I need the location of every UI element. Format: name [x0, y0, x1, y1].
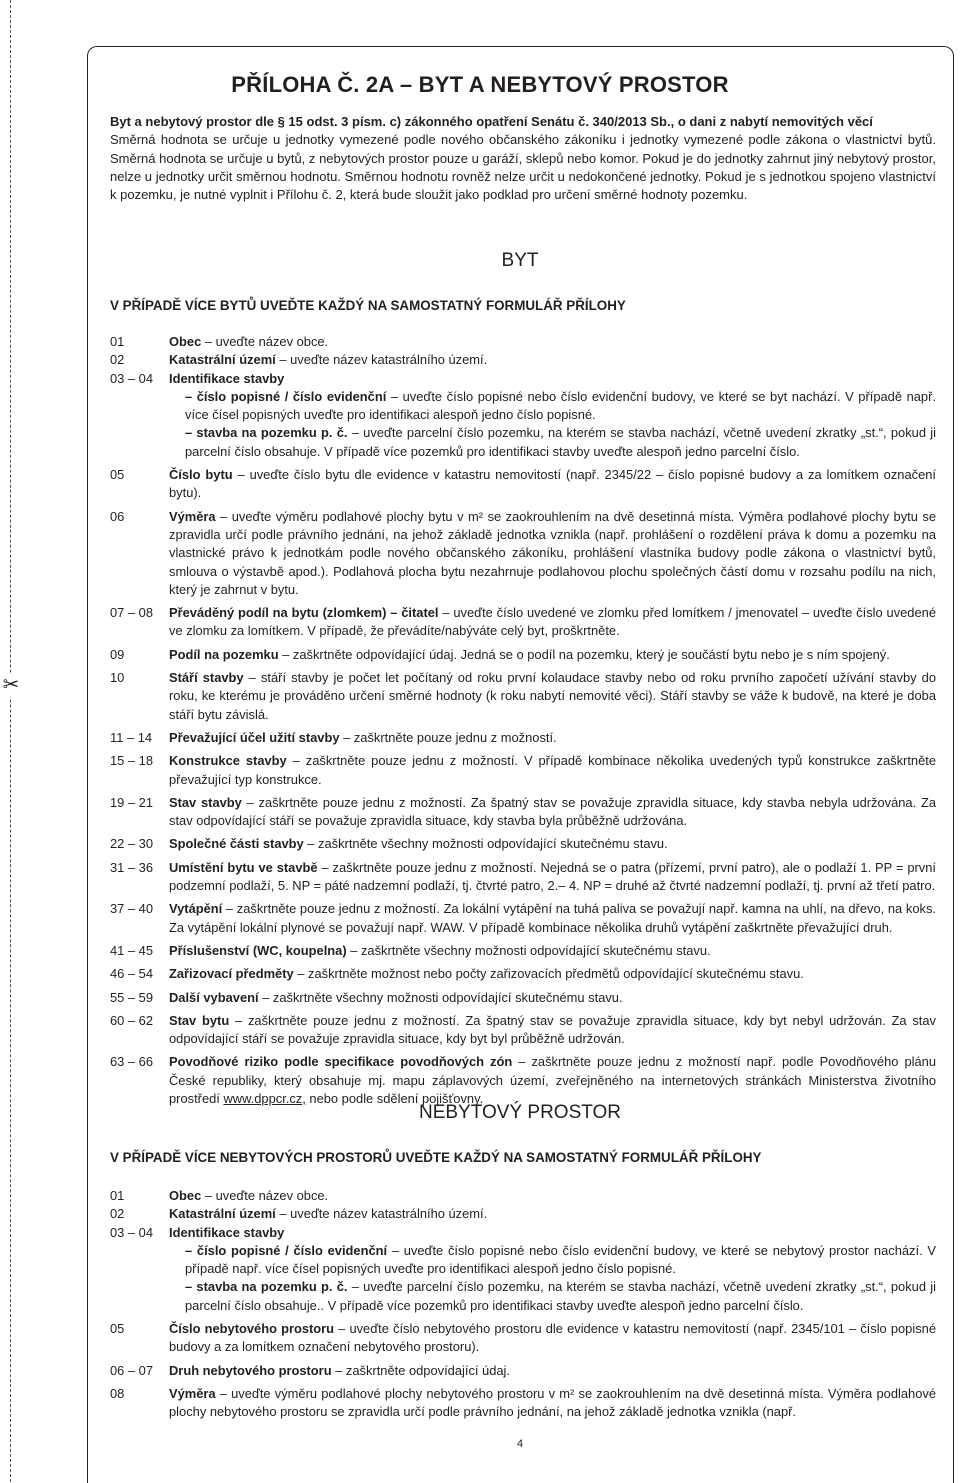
item-list-nebyt [110, 1187, 936, 1422]
item-text [169, 1320, 936, 1357]
cut-line [10, 0, 11, 1482]
item-description: – zaškrtněte pouze jednu z možností. Za špatný stav se považuje zpravidla situace, kdy stavba nebyla udržována. Za stav odpovídající stáří se považuje zpravidla situace, kdy stavba byla průběžně udržována. [169, 794, 936, 829]
item-description: – zaškrtněte pouze jednu z možností. Za špatný stav se považuje zpravidla situace, kdy byt nebyl udržován. Za stav odpovídající stáří se považuje zpravidla situace, kdy byt byl průběžně udržován. [169, 1012, 936, 1047]
item-term: Vytápění [169, 901, 223, 917]
list-item [110, 989, 936, 1007]
item-description: – uveďte název katastrálního území. [275, 1206, 488, 1222]
intro-paragraph [110, 113, 936, 204]
list-item [110, 900, 936, 937]
item-term: Číslo nebytového prostoru [169, 1321, 335, 1337]
item-term: Umístění bytu ve stavbě [169, 859, 318, 875]
list-item [110, 508, 936, 599]
item-number: 01 [110, 1188, 125, 1203]
item-term: – stavba na pozemku p. č. [185, 425, 348, 441]
item-text [169, 646, 936, 664]
item-text [169, 351, 936, 369]
item-text [169, 604, 936, 641]
item-text [169, 466, 936, 503]
list-item [110, 1242, 936, 1279]
item-text [169, 942, 936, 960]
item-number: 63 – 66 [110, 1054, 154, 1070]
item-number [110, 388, 169, 425]
item-text [169, 508, 936, 599]
item-number: 07 – 08 [110, 605, 154, 621]
item-description: – uveďte číslo popisné nebo číslo evidenční budovy, ve které se nebytový prostor nachází. V případě např. více čísel popisných uveďte pro identifikaci alespoň jedno číslo popisné. [185, 1242, 936, 1277]
item-text [169, 370, 936, 388]
list-item [110, 1224, 936, 1242]
list-item [110, 1053, 936, 1108]
item-number: 46 – 54 [110, 966, 154, 982]
list-item [110, 1278, 936, 1315]
item-number: 10 [110, 670, 125, 686]
list-item [110, 859, 936, 896]
item-description: – uveďte výměru podlahové plochy nebytového prostoru v m² se zaokrouhlením na dvě desetinná místa. Výměra podlahové plochy nebytového prostoru se zpravidla určí podle právního jednání, na jehož základě jednotka vznikla (např. [169, 1385, 936, 1420]
list-item [110, 1320, 936, 1357]
item-description: – uveďte parcelní číslo pozemku, na kterém se stavba nachází, včetně uvedení zkratky „st.“, pokud ji parcelní číslo obsahuje. V případě více pozemků pro identifikaci stavby uveďte alespoň jedno parcelní číslo. [185, 425, 936, 459]
item-number: 11 – 14 [110, 729, 153, 745]
item-text [169, 729, 936, 747]
item-text [169, 1362, 936, 1380]
item-number: 02 [110, 352, 125, 368]
list-item [110, 1205, 936, 1223]
scissors-icon: ✂ [0, 673, 22, 697]
item-term: – stavba na pozemku p. č. [185, 1279, 348, 1295]
item-number: 41 – 45 [110, 942, 154, 958]
item-number: 55 – 59 [110, 989, 154, 1005]
list-item [110, 646, 936, 664]
item-number: 03 – 04 [110, 370, 154, 386]
item-description: – zaškrtněte odpovídající údaj. Jedná se o podíl na pozemku, který je součástí bytu nebo je s ním spojený. [278, 646, 890, 662]
item-description: – zaškrtněte odpovídající údaj. [331, 1362, 511, 1378]
item-text [169, 1242, 936, 1279]
item-description: – uveďte název obce. [201, 1188, 329, 1203]
item-description: – uveďte číslo popisné nebo číslo evidenční budovy, ve které se byt nachází. V případě např. více čísel popisných uveďte pro identifikaci alespoň jedno číslo popisné. [185, 388, 936, 423]
list-item [110, 752, 936, 789]
item-description: – zaškrtněte pouze jednu z možností. Za lokální vytápění na tuhá paliva se považují např. kamna na uhlí, na dřevo, na koks. Za vytápění lokální plynové se považují např. WAW. V případě kombinace několika druhů vytápění zaškrtněte převažující druh. [169, 901, 936, 935]
intro-body: Směrná hodnota se určuje u jednotky vymezené podle nového občanského zákoníku i jednotky vymezené podle zákona o vlastnictví bytů. Směrná hodnota se určuje u bytů, z nebytových prostor pouze u garáží, sklepů nebo komor. Pokud je do jednotky zahrnut jiný nebytový prostor, nelze u jednotky určit směrnou hodnotu. Směrnou hodnotu rovněž nelze určit u nedokončené jednotky. Pokud je s jednotkou spojeno vlastnictví k pozemku, je nutné vyplnit i Přílohu č. 2, která bude sloužit jako podklad pro určení směrné hodnoty pozemku. [110, 132, 936, 203]
item-list-byt [110, 333, 936, 1108]
item-number: 19 – 21 [110, 794, 154, 810]
item-description: – uveďte název obce. [201, 334, 329, 349]
item-number: 05 [110, 467, 125, 483]
item-text [169, 1224, 936, 1242]
item-term: Číslo bytu [169, 467, 233, 483]
item-description: – uveďte parcelní číslo pozemku, na kterém se stavba nachází, včetně uvedení zkratky „st.“, pokud ji parcelní číslo obsahuje.. V případě více pozemků pro identifikaci stavby uveďte alespoň jedno parcelní číslo. [185, 1279, 936, 1313]
item-term: Výměra [169, 1385, 216, 1401]
item-term: Katastrální území [169, 1206, 276, 1222]
list-item [110, 942, 936, 960]
list-item [110, 351, 936, 369]
item-number: 09 [110, 646, 125, 662]
page-title: PŘÍLOHA Č. 2A – BYT A NEBYTOVÝ PROSTOR [231, 72, 729, 97]
list-item [110, 794, 936, 831]
item-description: – zaškrtněte pouze jednu z možností např. podle Povodňového plánu České republiky, který obsahuje mj. mapu záplavových území, zveřejněného na internetových stránkách Ministerstva životního prostředí [169, 1054, 936, 1106]
item-text [169, 333, 936, 351]
list-item [110, 333, 936, 351]
item-text [169, 835, 936, 853]
item-number: 31 – 36 [110, 859, 154, 875]
item-description: – uveďte číslo bytu dle evidence v katastru nemovitostí (např. 2345/22 – číslo popisné budovy a za lomítkem označení bytu). [169, 467, 936, 501]
item-term: Identifikace stavby [169, 370, 285, 386]
list-item [110, 370, 936, 388]
item-number [110, 424, 169, 461]
item-term: Společné části stavby [169, 836, 304, 852]
item-description: – zaškrtněte všechny možnosti odpovídající skutečnému stavu. [258, 989, 623, 1005]
item-description: – zaškrtněte možnost nebo počty zařizovacích předmětů odpovídající skutečnému stavu. [293, 966, 804, 982]
section-note-byt: V PŘÍPADĚ VÍCE BYTŮ UVEĎTE KAŽDÝ NA SAMOSTATNÝ FORMULÁŘ PŘÍLOHY [110, 298, 626, 313]
item-term: Výměra [169, 508, 216, 524]
list-item [110, 729, 936, 747]
item-description: – zaškrtněte pouze jednu z možností. Nejedná se o patra (přízemí, první patro), ale o podlaží 1. PP = první podzemní podlaží, 5. NP = páté nadzemní podlaží, tj. čtvrté patro, 2.– 4. NP = druhé až čtvrté nadzemní podlaží, tj. první až třetí patro. [169, 859, 937, 894]
list-item [110, 424, 936, 461]
item-text [169, 1187, 936, 1205]
page-number: 4 [516, 1438, 524, 1450]
list-item [110, 1187, 936, 1205]
item-term: Druh nebytového prostoru [169, 1362, 332, 1378]
item-description: – zaškrtněte všechny možnosti odpovídající skutečnému stavu. [303, 836, 668, 852]
item-description: – stáří stavby je počet let počítaný od roku první kolaudace stavby nebo od roku prvního započetí užívání stavby do roku, ke kterému je prováděno určení směrné hodnoty (k roku nabytí nemovité věci). Stáří stavby se váže k budově, na které je doba stáří bytu závislá. [169, 670, 936, 722]
item-number: 01 [110, 334, 125, 349]
item-description: – zaškrtněte všechny možnosti odpovídající skutečnému stavu. [346, 942, 711, 958]
item-text [169, 1205, 936, 1223]
item-number: 02 [110, 1206, 125, 1222]
item-text [169, 1012, 936, 1049]
item-term: Konstrukce stavby [169, 753, 287, 769]
section-heading-nebyt: NEBYTOVÝ PROSTOR [418, 1102, 621, 1123]
item-text [169, 965, 936, 983]
item-description: – uveďte výměru podlahové plochy bytu v m² se zaokrouhlením na dvě desetinná místa. Výměra podlahové plochy bytu se zpravidla určí podle právního jednání, na jehož základě jednotka vznikla (např. prohlášení o rozdělení práva k domu a pozemku na vlastnické právo k jednotkám podle nového občanského zákoníku, prohlášení vlastníka budovy podle zákona o vlastnictví bytů, smlouva o výstavbě apod.). Podlahová plocha bytu nezahrnuje podlahovou plochu společných částí domu v rozsahu podílu na nich, který je zahrnut v bytu. [169, 508, 936, 597]
item-term: Obec [169, 334, 202, 349]
item-term: Další vybavení [169, 989, 259, 1005]
item-text [169, 1053, 936, 1108]
item-term: Identifikace stavby [169, 1224, 285, 1240]
item-number: 03 – 04 [110, 1224, 154, 1240]
item-text [169, 752, 936, 789]
item-term: Příslušenství (WC, koupelna) [169, 942, 347, 958]
item-text [169, 859, 936, 896]
item-text [169, 1278, 936, 1315]
item-term: Stáří stavby [169, 670, 244, 686]
item-text [169, 388, 936, 425]
list-item [110, 669, 936, 724]
item-description: – uveďte číslo uvedené ve zlomku před lomítkem / jmenovatel – uveďte číslo uvedené ve zlomku za lomítkem. V případě, že převádíte/nabýváte celý byt, proškrtněte. [169, 605, 936, 639]
item-description: – uveďte název katastrálního území. [275, 352, 488, 368]
list-item [110, 1362, 936, 1380]
item-term: Stav stavby [169, 794, 242, 810]
section-note-nebyt: V PŘÍPADĚ VÍCE NEBYTOVÝCH PROSTORŮ UVEĎTE KAŽDÝ NA SAMOSTATNÝ FORMULÁŘ PŘÍLOHY [110, 1150, 762, 1165]
item-description-tail: nebo podle sdělení pojišťovny. [305, 1090, 484, 1106]
item-number: 15 – 18 [110, 753, 154, 769]
item-number [110, 1242, 169, 1279]
item-term: Převáděný podíl na bytu (zlomkem) – čitatel [169, 605, 439, 621]
item-number: 22 – 30 [110, 836, 154, 852]
item-term: Obec [169, 1188, 202, 1203]
item-term: Zařizovací předměty [169, 966, 294, 982]
item-text [169, 1385, 936, 1422]
section-heading-byt: BYT [501, 250, 539, 271]
item-number: 60 – 62 [110, 1012, 154, 1028]
item-text [169, 424, 936, 461]
item-term: – číslo popisné / číslo evidenční [185, 1242, 388, 1258]
item-term: Katastrální území [169, 352, 276, 368]
item-description: – zaškrtněte pouze jednu z možností. [339, 729, 557, 745]
item-description: – uveďte číslo nebytového prostoru dle evidence v katastru nemovitostí (např. 2345/101 – číslo popisné budovy a za lomítkem označení nebytového prostoru). [169, 1321, 936, 1355]
list-item [110, 466, 936, 503]
item-text [169, 794, 936, 831]
list-item [110, 1385, 936, 1422]
list-item [110, 965, 936, 983]
item-term: – číslo popisné / číslo evidenční [185, 388, 387, 404]
item-text [169, 900, 936, 937]
intro-lead: Byt a nebytový prostor dle § 15 odst. 3 písm. c) zákonného opatření Senátu č. 340/2013 Sb., o dani z nabytí nemovitých věcí [110, 114, 873, 129]
list-item [110, 388, 936, 425]
item-term: Stav bytu [169, 1012, 230, 1028]
item-number: 37 – 40 [110, 901, 154, 917]
list-item [110, 1012, 936, 1049]
item-number [110, 1278, 169, 1315]
list-item [110, 604, 936, 641]
website-link[interactable]: www.dppcr.cz, [223, 1090, 306, 1106]
item-term: Převažující účel užití stavby [169, 729, 340, 745]
item-term: Podíl na pozemku [169, 646, 279, 662]
item-number: 08 [110, 1385, 125, 1401]
item-number: 06 – 07 [110, 1362, 154, 1378]
item-text [169, 669, 936, 724]
list-item [110, 835, 936, 853]
item-description: – zaškrtněte pouze jednu z možností. V případě kombinace několika uvedených typů konstrukce zaškrtněte převažující typ konstrukce. [169, 753, 937, 787]
item-number: 05 [110, 1321, 125, 1337]
item-term: Povodňové riziko podle specifikace povodňových zón [169, 1054, 513, 1070]
item-text [169, 989, 936, 1007]
item-number: 06 [110, 508, 125, 524]
